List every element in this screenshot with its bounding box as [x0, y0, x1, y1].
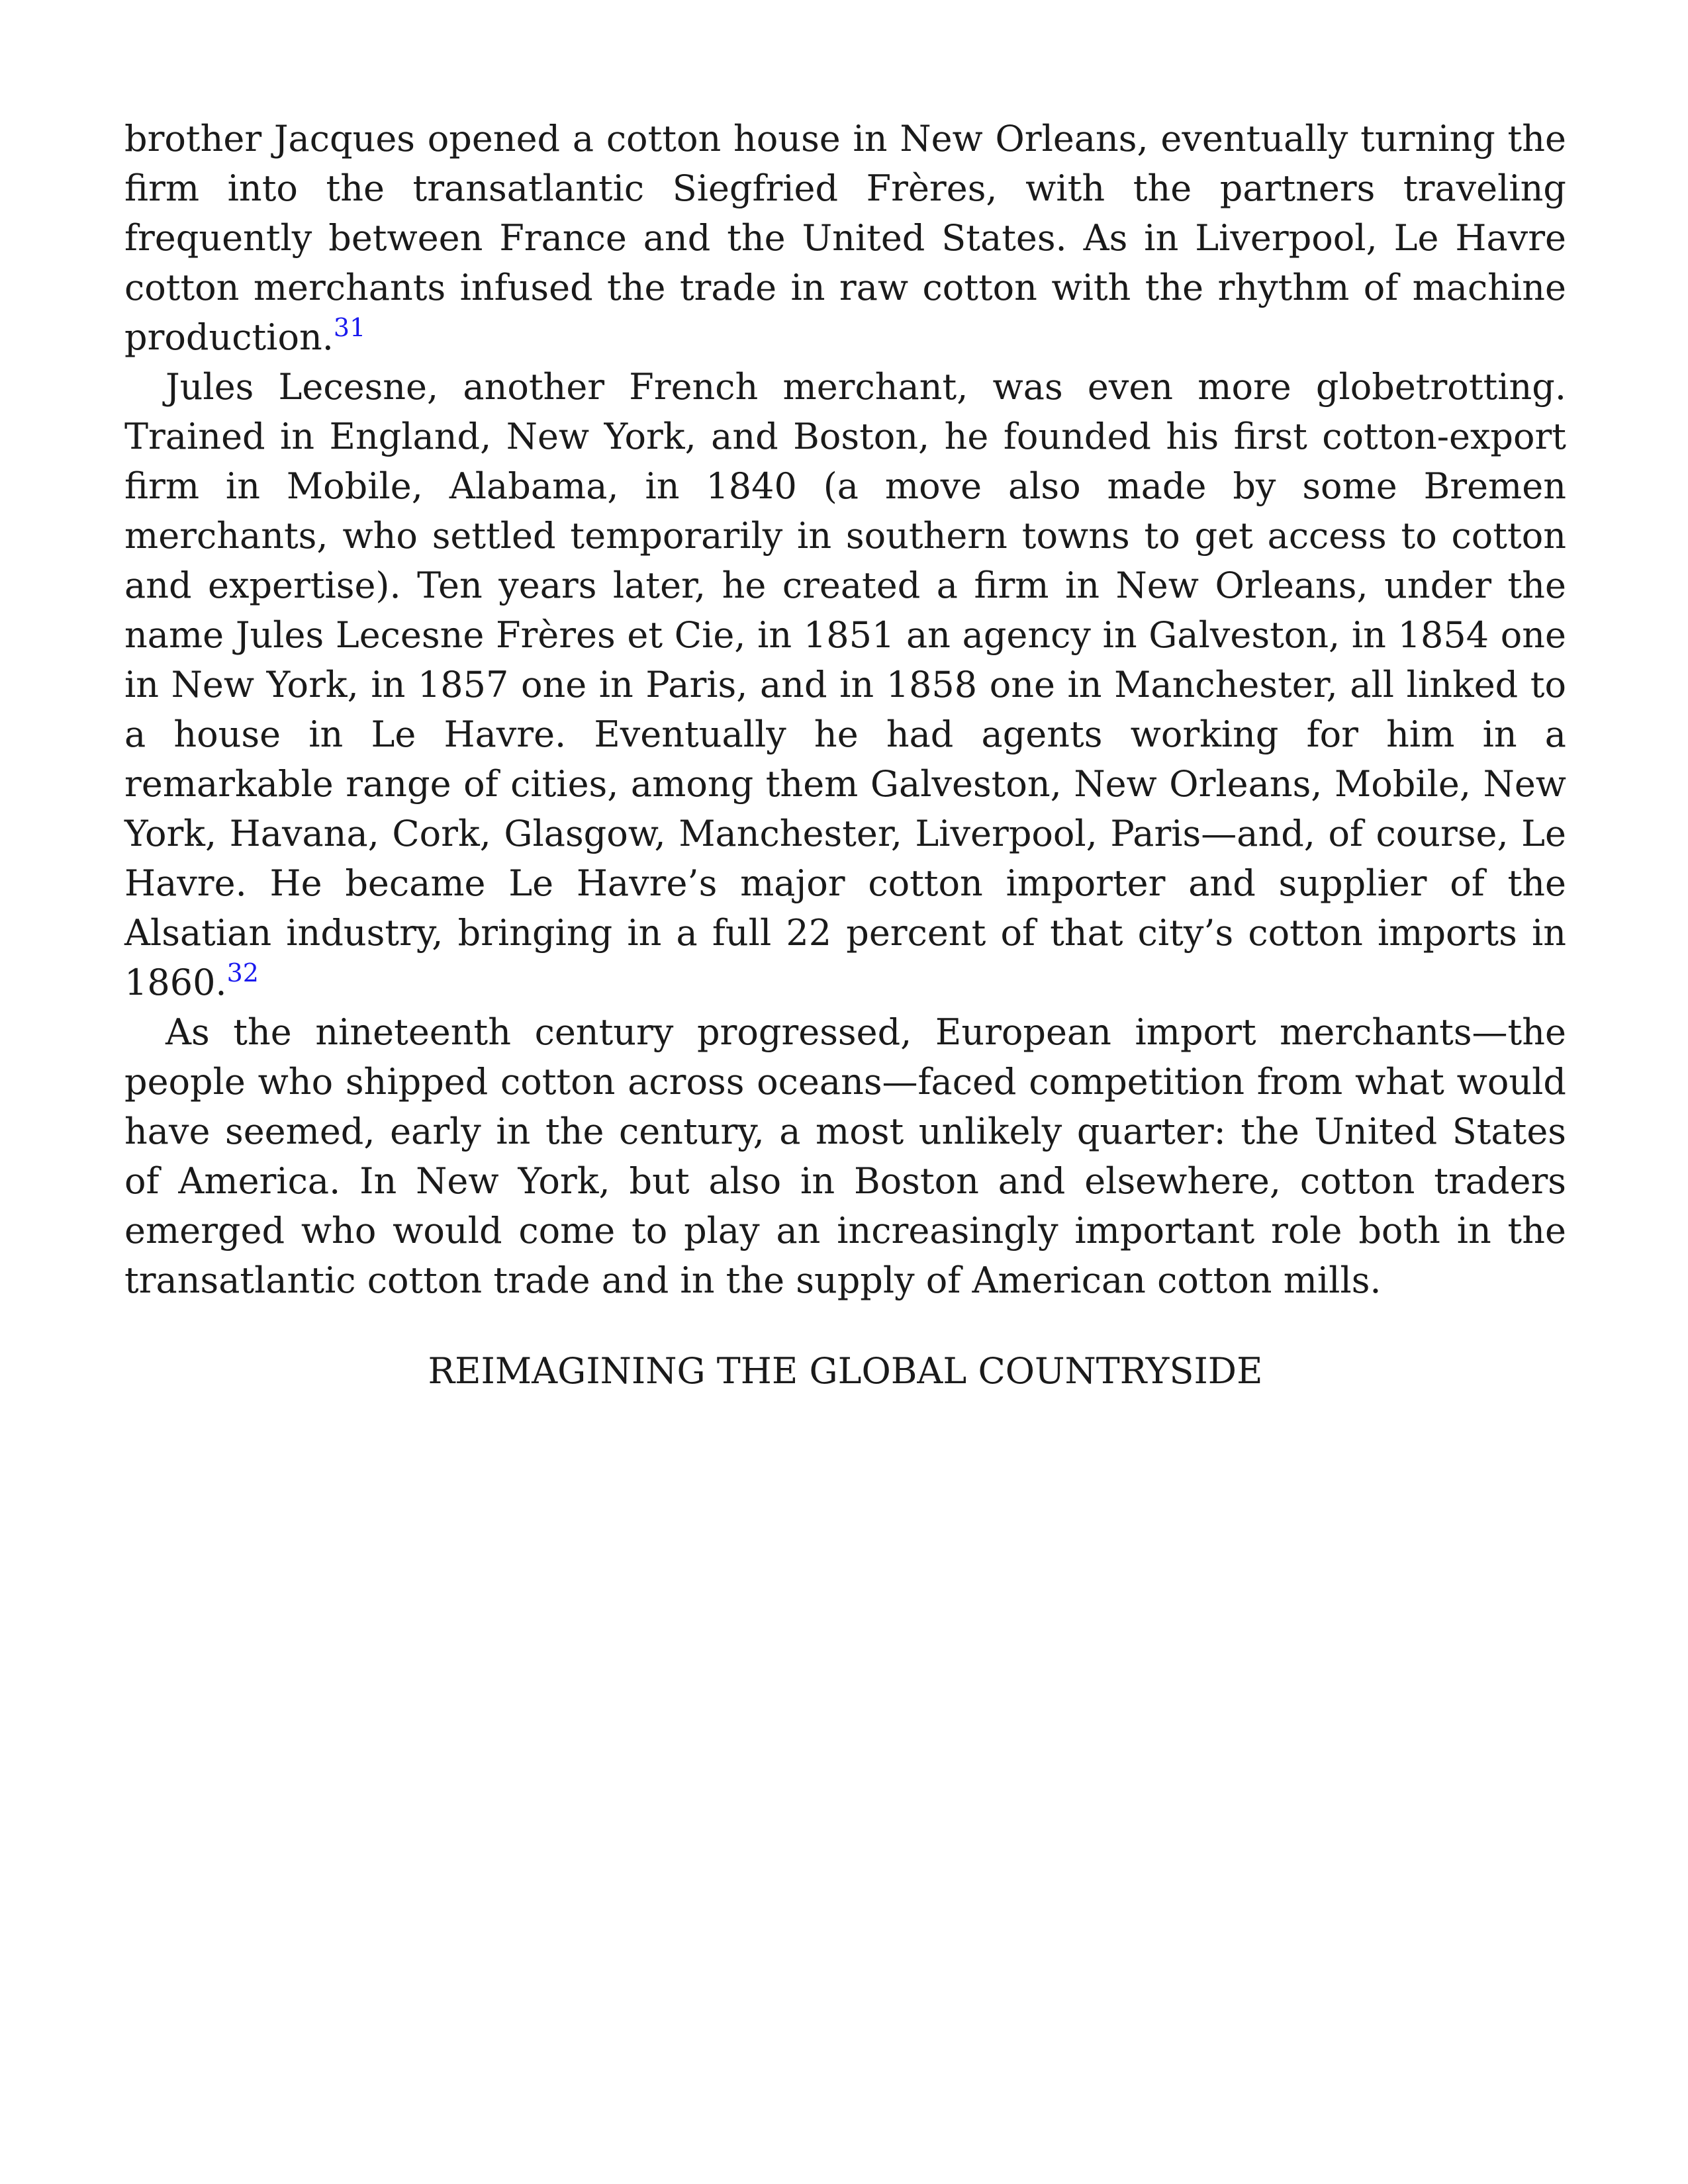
- paragraph-2-text: Jules Lecesne, another French merchant, was even more globetrotting. Trained in England, New York, and Boston, he founded his first cotton-export firm in Mobile, Alabama, in 1840 (a move also made by some Bremen merchants, who settled temporarily in southern towns to get access to cotton and expertise). Ten years later, he created a firm in New Orleans, under the name Jules Lecesne Frères et Cie, in 1851 an agency in Galveston, in 1854 one in New York, in 1857 one in Paris, and in 1858 one in Manchester, all linked to a house in Le Havre. Eventually he had agents working for him in a remarkable range of cities, among them Galveston, New Orleans, Mobile, New York, Havana, Cork, Glasgow, Manchester, Liverpool, Paris—and, of course, Le Havre. He became Le Havre’s major cotton importer and supplier of the Alsatian industry, bringing in a full 22 percent of that city’s cotton imports in 1860.: [124, 366, 1566, 1003]
- footnote-link-31[interactable]: 31: [333, 313, 366, 342]
- book-page: [124, 114, 1566, 1396]
- paragraph-1: [124, 114, 1566, 362]
- paragraph-2: [124, 362, 1566, 1007]
- paragraph-3-text: As the nineteenth century progressed, European import merchants—the people who shipped cotton across oceans—faced competition from what would have seemed, early in the century, a most unlikely quarter: the United States of America. In New York, but also in Boston and elsewhere, cotton traders emerged who would come to play an increasingly important role both in the transatlantic cotton trade and in the supply of American cotton mills.: [124, 1011, 1566, 1301]
- paragraph-1-text: brother Jacques opened a cotton house in New Orleans, eventually turning the firm into the transatlantic Siegfried Frères, with the partners traveling frequently between France and the United States. As in Liverpool, Le Havre cotton merchants infused the trade in raw cotton with the rhythm of machine production.: [124, 118, 1566, 358]
- paragraph-3: [124, 1007, 1566, 1305]
- section-heading: REIMAGINING THE GLOBAL COUNTRYSIDE: [428, 1350, 1263, 1392]
- footnote-link-32[interactable]: 32: [226, 958, 259, 987]
